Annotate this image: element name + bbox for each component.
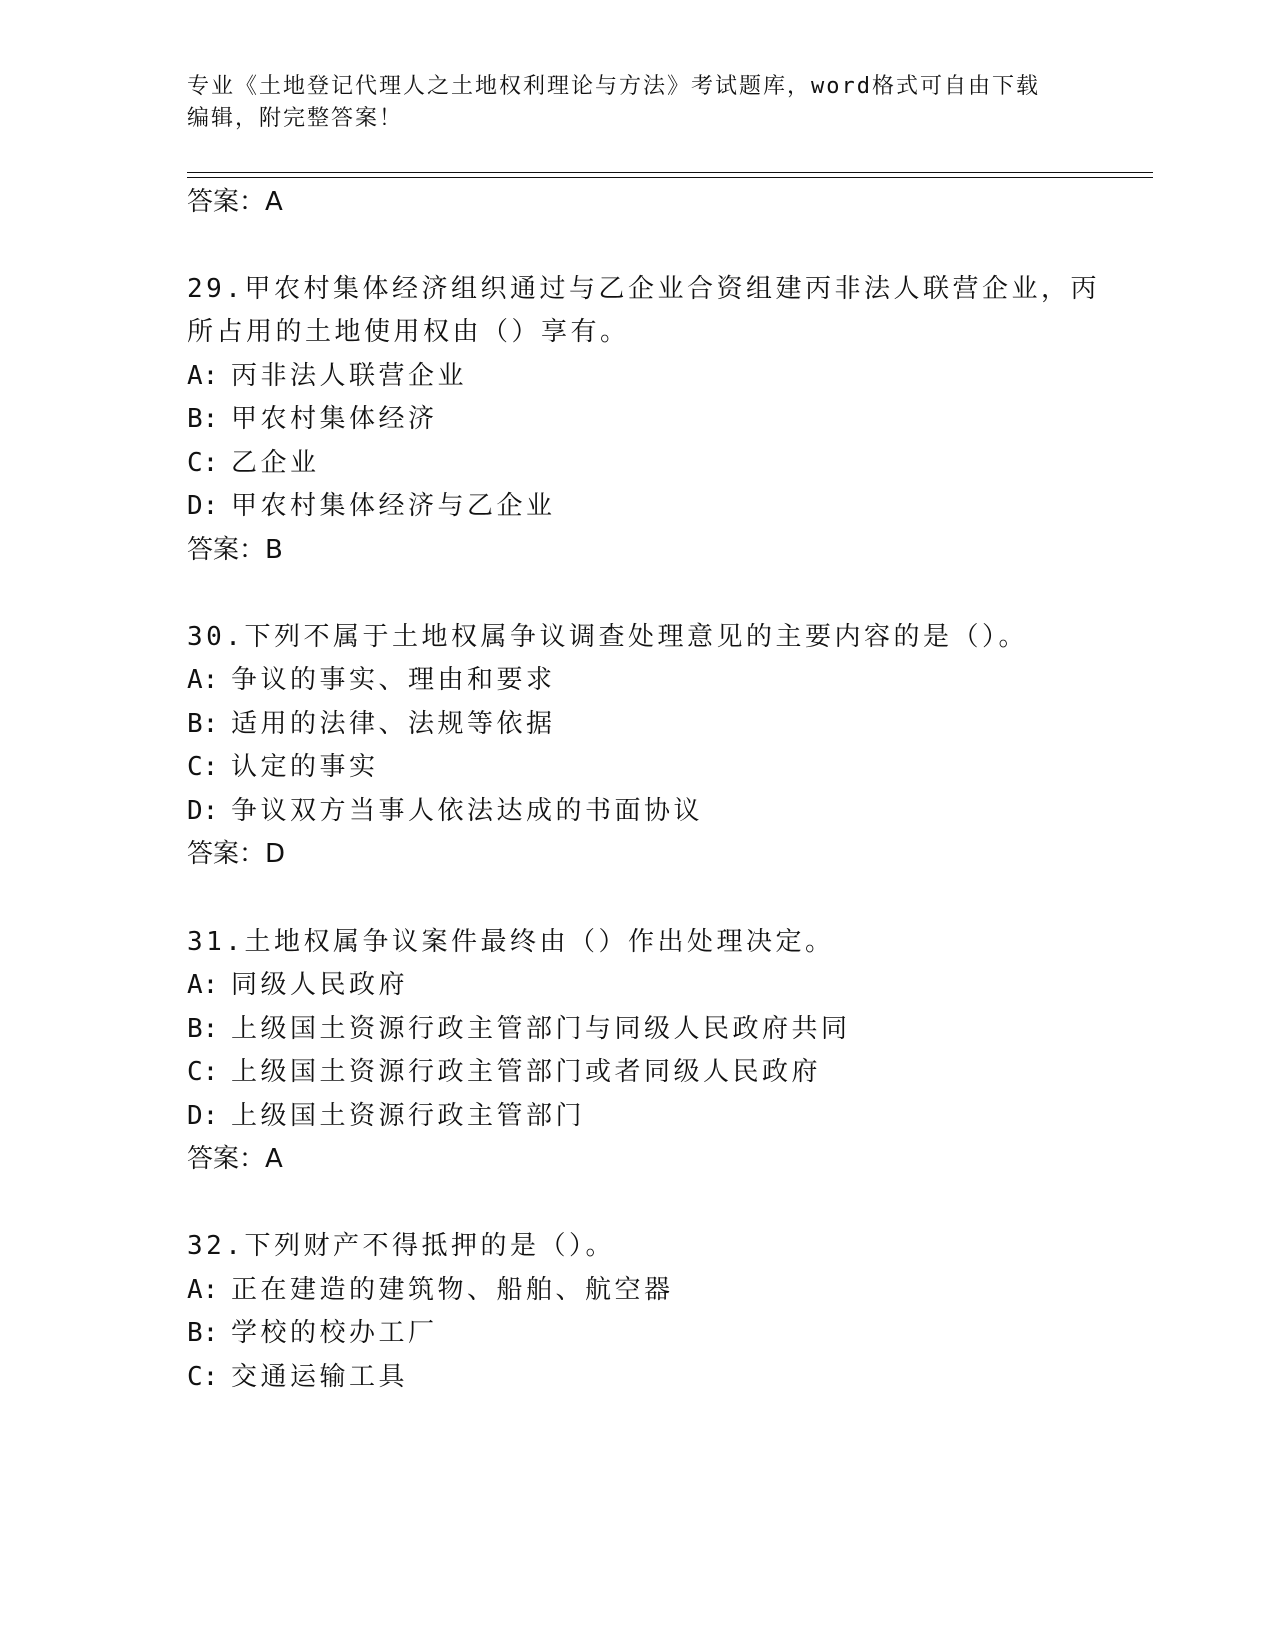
option-item [187, 1011, 851, 1047]
option-text: 争议的事实、理由和要求 [231, 665, 556, 695]
option-text: 丙非法人联营企业 [231, 361, 468, 391]
header-rule-bottom [187, 177, 1153, 178]
option-item [187, 967, 408, 1003]
option-text: 交通运输工具 [231, 1362, 409, 1392]
option-letter: A: [187, 970, 219, 1000]
option-item [187, 445, 320, 481]
answer-line: 答案：B [187, 535, 283, 565]
question-stem: 31.土地权属争议案件最终由（）作出处理决定。 [187, 927, 835, 957]
option-text: 学校的校办工厂 [231, 1318, 438, 1348]
option-item [187, 706, 556, 742]
option-item [187, 1054, 821, 1090]
question-stem: 32.下列财产不得抵押的是（）。 [187, 1231, 615, 1261]
option-text: 争议双方当事人依法达成的书面协议 [231, 796, 704, 826]
option-text: 上级国土资源行政主管部门与同级人民政府共同 [231, 1014, 851, 1044]
option-item [187, 401, 438, 437]
question-stem: 所占用的土地使用权由（）享有。 [187, 317, 630, 347]
option-letter: D: [187, 796, 219, 826]
option-item [187, 1272, 674, 1308]
header-text-line2: 编辑，附完整答案！ [187, 106, 404, 131]
header-rule-top [187, 172, 1153, 173]
option-letter: B: [187, 1318, 219, 1348]
header-text-line1: 专业《土地登记代理人之土地权利理论与方法》考试题库，word格式可自由下载 [187, 74, 1040, 99]
answer-line: 答案：A [187, 1144, 283, 1174]
option-letter: A: [187, 665, 219, 695]
option-text: 正在建造的建筑物、船舶、航空器 [231, 1275, 674, 1305]
option-text: 适用的法律、法规等依据 [231, 709, 556, 739]
question-stem: 29.甲农村集体经济组织通过与乙企业合资组建丙非法人联营企业，丙 [187, 274, 1100, 304]
option-letter: C: [187, 1057, 219, 1087]
option-text: 同级人民政府 [231, 970, 409, 1000]
option-letter: A: [187, 1275, 219, 1305]
question-stem: 30.下列不属于土地权属争议调查处理意见的主要内容的是（）。 [187, 622, 1028, 652]
option-letter: B: [187, 1014, 219, 1044]
option-text: 甲农村集体经济与乙企业 [231, 491, 556, 521]
option-item [187, 358, 467, 394]
option-letter: C: [187, 448, 219, 478]
option-item [187, 662, 556, 698]
option-letter: D: [187, 491, 219, 521]
option-item [187, 1315, 438, 1351]
option-item [187, 1359, 408, 1395]
option-letter: A: [187, 361, 219, 391]
option-text: 上级国土资源行政主管部门 [231, 1101, 586, 1131]
option-text: 乙企业 [231, 448, 320, 478]
option-item [187, 1098, 585, 1134]
option-item [187, 749, 379, 785]
option-text: 甲农村集体经济 [231, 404, 438, 434]
option-item [187, 488, 556, 524]
option-letter: B: [187, 404, 219, 434]
option-item [187, 793, 703, 829]
answer-line: 答案：D [187, 839, 286, 869]
answer-line: 答案：A [187, 187, 283, 217]
option-letter: C: [187, 1362, 219, 1392]
option-letter: B: [187, 709, 219, 739]
option-letter: D: [187, 1101, 219, 1131]
option-text: 上级国土资源行政主管部门或者同级人民政府 [231, 1057, 822, 1087]
option-letter: C: [187, 752, 219, 782]
option-text: 认定的事实 [231, 752, 379, 782]
